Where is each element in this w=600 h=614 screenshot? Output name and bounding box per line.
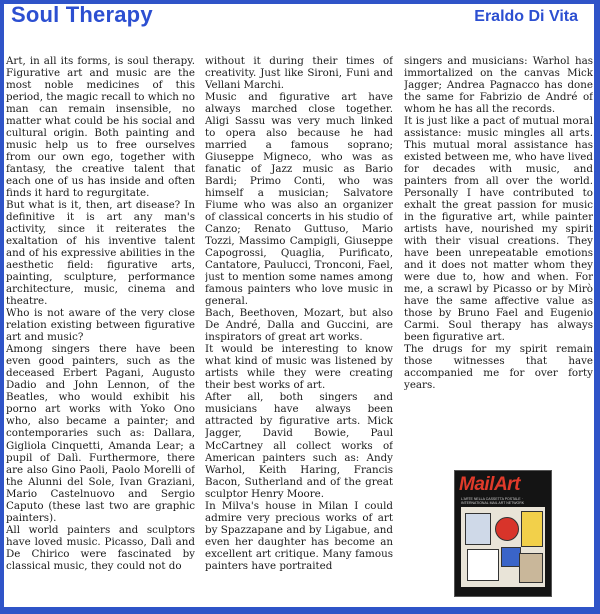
article-title: Soul Therapy	[11, 2, 153, 27]
collage-stamp	[521, 511, 543, 547]
paragraph: singers and musicians: Warhol has immortalized on the canvas Mick Jagger; Andrea Pagnacco has done the same for Fabrizio de André of whom he has all the records.	[404, 55, 593, 116]
collage-stamp	[519, 553, 543, 583]
collage-stamp	[465, 513, 491, 545]
collage-stamp	[495, 517, 519, 541]
mail-art-book-cover	[454, 470, 552, 597]
paragraph: Bach, Beethoven, Mozart, but also De André, Dalla and Guccini, are inspirators of great art works.	[205, 307, 393, 344]
paragraph: After all, both singers and musicians have always been attracted by figurative arts. Mick Jagger, David Bowie, Paul McCartney all collect works of American painters such as: Andy Warhol, Keith Haring, Francis Bacon, Sutherland and of the great sculptor Henry Moore.	[205, 391, 393, 500]
article-column-2	[205, 55, 393, 605]
paragraph: But what is it, then, art disease? In definitive it is art any man's activity, since it reiterates the exaltation of his inventive talent and of his expressive abilities in the aesthetic field: figurative arts, painting, sculpture, performance architecture, music, cinema and theatre.	[6, 199, 195, 308]
book-cover-collage	[461, 507, 545, 587]
paragraph: The drugs for my spirit remain those witnesses that have accompanied me for over forty years.	[404, 343, 593, 392]
book-cover-subtitle: L'ARTE NELLA CASSETTA POSTALE · INTERNATIONAL MAIL ART NETWORK	[461, 497, 525, 505]
paragraph: Music and figurative art have always marched close together. Aligi Sassu was very much linked to opera also because he had married a famous soprano; Giuseppe Migneco, who was as fanatic of Jazz music as Bario Bardi; Primo Conti, who was himself a musician; Salvatore Fiume who was also an organizer of classical concerts in his studio of Canzo; Renato Guttuso, Mario Tozzi, Massimo Campigli, Giuseppe Capogrossi, Quaglia, Purificato, Cantatore, Paulucci, Tronconi, Fael, just to mention some names among famous painters who love music in general.	[205, 91, 393, 308]
article-author: Eraldo Di Vita	[474, 8, 578, 25]
paragraph: All world painters and sculptors have loved music. Picasso, Dalì and De Chirico were fascinated by classical music, they could not do	[6, 523, 195, 572]
paragraph: Among singers there have been even good painters, such as the deceased Erbert Pagani, Augusto Dadio and John Lennon, of the Beatles, who would exhibit his porno art works with Yoko Ono who, also became a painter; and contemporaries such as: Dallara, Gigliola Cinquetti, Amanda Lear; a pupil of Dalì. Furthermore, there are also Gino Paoli, Paolo Morelli of the Alunni del Sole, Ivan Graziani, Mario Castelnuovo and Sergio Caputo (these last two are graphic painters).	[6, 343, 195, 524]
paragraph: It is just like a pact of mutual moral assistance: music mingles all arts. This mutual moral assistance has existed between me, who have lived for decades with music, and painters from all over the world. Personally I have contributed to exhalt the great passion for music in the figurative art, while painter artists have, nourished my spirit with their visual creations. They have been unrepeatable emotions and it does not matter whom they were due to, how and when. For me, a scrawl by Picasso or by Mirò have the same affective value as those by Bruno Fael and Eugenio Carmi. Soul therapy has always been figurative art.	[404, 115, 593, 344]
paragraph: without it during their times of creativity. Just like Sironi, Funi and Vellani Marchi.	[205, 55, 393, 92]
collage-stamp	[467, 549, 499, 581]
collage-stamp	[501, 547, 521, 567]
book-cover-title: MailArt	[459, 474, 520, 495]
article-column-3	[404, 55, 593, 395]
paragraph: Art, in all its forms, is soul therapy. Figurative art and music are the most noble medicines of this period, the magic recall to which no man can remain insensible, no matter what could be his social and cultural origin. Both painting and music help us to free ourselves from our own ego, together with fantasy, the creative talent that each one of us has inside and often finds it hard to regurgitate.	[6, 55, 195, 200]
paragraph: Who is not aware of the very close relation existing between figurative art and music?	[6, 307, 195, 344]
article-column-1	[6, 55, 195, 605]
paragraph: It would be interesting to know what kind of music was listened by artists while they were creating their best works of art.	[205, 343, 393, 392]
paragraph: In Milva's house in Milan I could admire very precious works of art by Spazzapane and by Ligabue, and even her daughter has become an excellent art critique. Many famous painters have portraited	[205, 499, 393, 572]
